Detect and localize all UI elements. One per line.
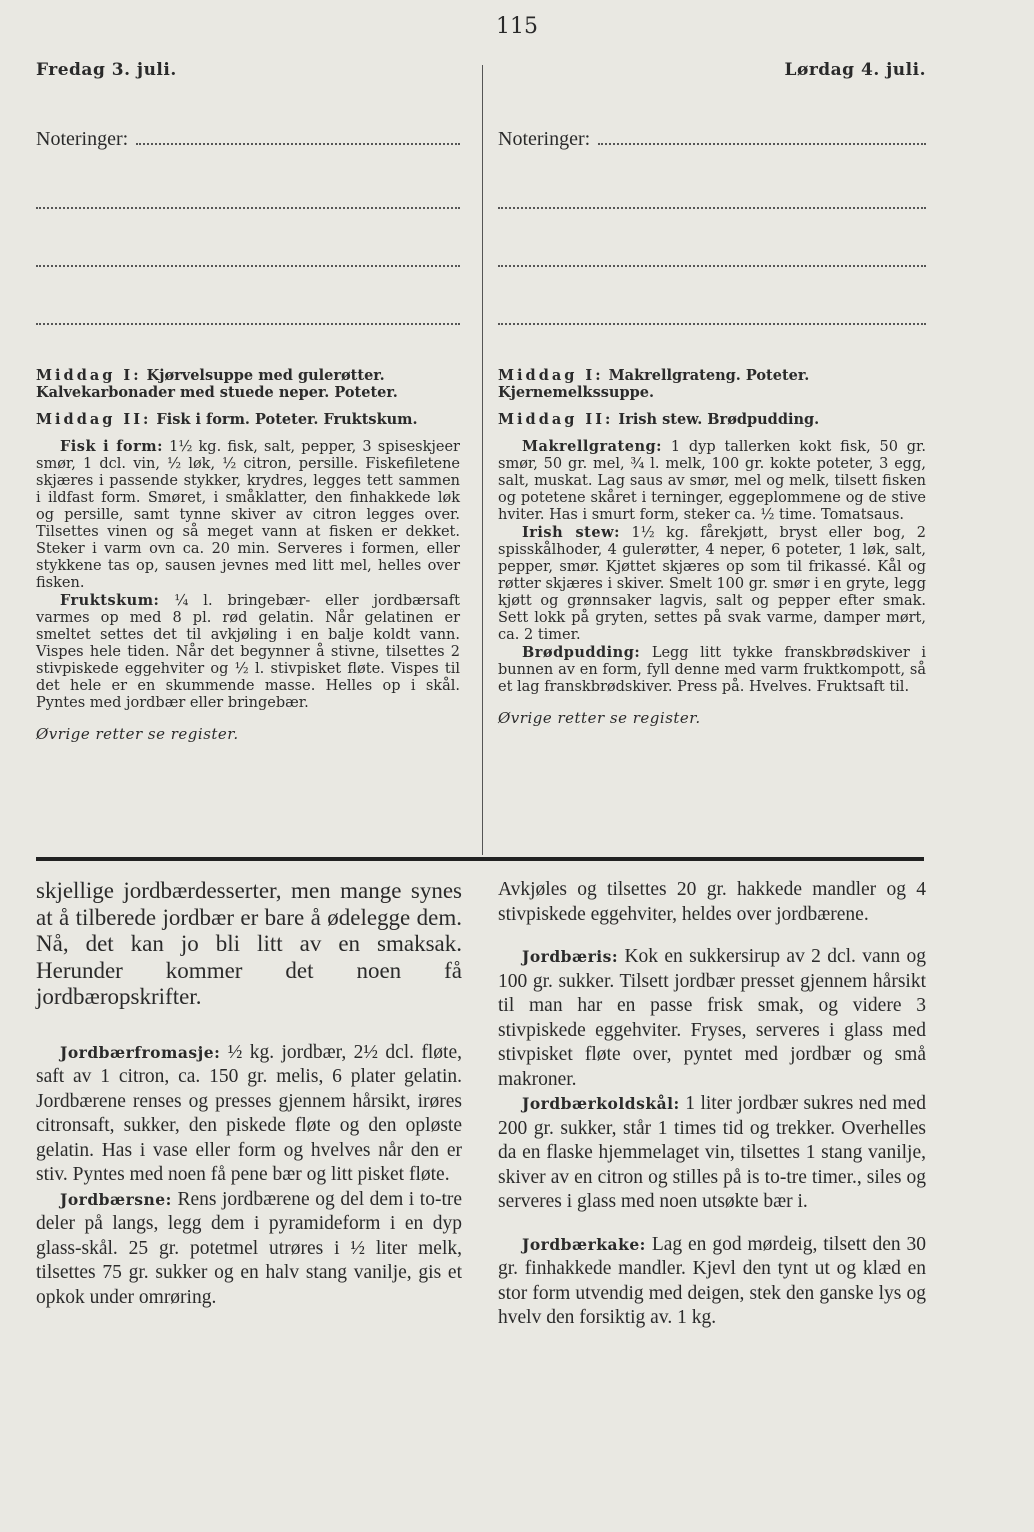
notes-dotline xyxy=(598,142,926,145)
right-day-title: Lørdag 4. juli. xyxy=(784,60,926,80)
recipe-text: Kok en sukkersirup av 2 dcl. vann og 100 gr. sukker. Tilsett jordbær presset gjennem hårsikt til man har en passe frisk smak, og videre 3 stivpiskede eggehviter. Fryses, serveres i glass med stivpisket fløte over, pyntet med jordbær og små makroner. xyxy=(498,946,926,1090)
recipe-text: 1 liter jordbær sukres ned med 200 gr. sukker, står 1 times tid og trekker. Overhelles da en flaske hjemmelaget vin, tilsettes 1 stang vanilje, skiver av en citron og stilles på is to-tre timer., siles og serveres i glass med noen utsøkte bær i. xyxy=(498,1093,926,1212)
recipe xyxy=(498,1092,926,1215)
menu-label: Middag II: xyxy=(498,411,614,428)
notes-dotline xyxy=(498,322,926,325)
notes-dotline xyxy=(36,264,460,267)
right-middag-2 xyxy=(498,411,926,428)
article-intro: skjellige jordbærdesserter, men mange synes at å tilberede jordbær er bare å ødelegge dem. Nå, det kan jo bli litt av en smaksak. Herunder kommer det noen få jordbæropskrifter. xyxy=(36,878,462,1009)
menu-text: Fisk i form. Poteter. Fruktskum. xyxy=(156,411,418,428)
recipe xyxy=(498,438,926,524)
notes-dotline xyxy=(36,206,460,209)
recipe-title: Jordbærsne: xyxy=(60,1189,172,1209)
right-middag-1 xyxy=(498,367,926,401)
left-middag-2 xyxy=(36,411,460,428)
notes-dotline xyxy=(498,264,926,267)
article-left-column xyxy=(36,878,462,1310)
recipe xyxy=(498,644,926,696)
menu-text: Makrellgrateng. Poteter. Kjernemelkssuppe. xyxy=(498,367,810,401)
recipe-text: 1½ kg. fårekjøtt, bryst eller bog, 2 spisskålhoder, 4 gulerøtter, 4 neper, 6 poteter, 1 løk, salt, pepper, smør. Kjøttet skjæres op som til frikassé. Kål og røtter skjæres i skiver. Smelt 100 gr. smør i en gryte, legg kjøtt og grønnsaker lagvis, salt og pepper efter smak. Sett lokk på gryten, settes på svak varme, damper mørt, ca. 2 timer. xyxy=(498,525,927,643)
recipe-title: Fisk i form: xyxy=(60,438,163,455)
page-number: 115 xyxy=(496,14,538,39)
recipe xyxy=(36,592,460,712)
notes-dotline xyxy=(36,322,460,325)
recipe-text: Lag en god mørdeig, tilsett den 30 gr. finhakkede mandler. Kjevl den tynt ut og klæd en stor form utvendig med deigen, stek den ganske lys og hvelv den forsiktig av. 1 kg. xyxy=(498,1233,927,1328)
recipe-title: Jordbæris: xyxy=(522,947,619,966)
left-day-title: Fredag 3. juli. xyxy=(36,60,177,80)
section-divider xyxy=(36,857,924,861)
recipe xyxy=(498,524,926,644)
right-ovrige: Øvrige retter se register. xyxy=(498,709,701,727)
article-right-column xyxy=(498,878,926,1331)
column-divider xyxy=(482,65,483,855)
recipe-title: Irish stew: xyxy=(522,524,620,541)
left-ovrige: Øvrige retter se register. xyxy=(36,725,239,743)
recipe xyxy=(36,438,460,592)
left-day-column xyxy=(36,128,460,743)
menu-text: Kjørvelsuppe med gulerøtter. Kalvekarbonader med stuede neper. Poteter. xyxy=(36,367,398,401)
recipe xyxy=(498,945,926,1092)
menu-label: Middag I: xyxy=(36,367,142,384)
recipe-text: Rens jordbærene og del dem i to-tre deler på langs, legg dem i pyramideform i en dyp glass-skål. 25 gr. potetmel utrøres i ½ liter melk, tilsettes 75 gr. sukker og en halv stang vanilje, gis et opkok under omrøring. xyxy=(36,1188,463,1308)
article-continuation: Avkjøles og tilsettes 20 gr. hakkede mandler og 4 stivpiskede eggehviter, heldes over jordbærene. xyxy=(498,879,926,925)
recipe-text: 1 dyp tallerken kokt fisk, 50 gr. smør, 50 gr. mel, ¾ l. melk, 100 gr. kokte poteter, 3 egg, salt, muskat. Lag saus av smør, mel og melk, tilsett fisken og potetene skåret i terninger, eggeplommene og de stive hviter. Has i smurt form, steker ca. ½ time. Tomatsaus. xyxy=(498,439,927,523)
recipe-text: Legg litt tykke franskbrødskiver i bunnen av en form, fyll denne med varm fruktkompott, så et lag franskbrødskiver. Press på. Hvelves. Fruktsaft til. xyxy=(498,645,926,695)
menu-label: Middag II: xyxy=(36,411,152,428)
recipe-title: Jordbærkoldskål: xyxy=(522,1094,680,1113)
right-day-column xyxy=(498,128,926,727)
recipe-title: Makrellgrateng: xyxy=(522,438,663,455)
menu-text: Irish stew. Brødpudding. xyxy=(618,411,820,428)
right-notes-label: Noteringer: xyxy=(498,128,591,150)
left-notes-label: Noteringer: xyxy=(36,128,129,150)
recipe-text: ¼ l. bringebær- eller jordbærsaft varmes op med 8 pl. rød gelatin. Når gelatinen er smeltet settes det til avkjøling i en balje koldt vann. Vispes hele tiden. Når det begynner å stivne, tilsettes 2 stivpiskede eggehviter og ½ l. stivpisket fløte. Vispes til det hele er en skummende masse. Helles op i skål. Pyntes med jordbær eller bringebær. xyxy=(36,593,461,711)
menu-label: Middag I: xyxy=(498,367,604,384)
recipe-title: Jordbærfromasje: xyxy=(60,1042,221,1062)
recipe-title: Jordbærkake: xyxy=(522,1234,646,1254)
recipe-text: ½ kg. jordbær, 2½ dcl. fløte, saft av 1 citron, ca. 150 gr. melis, 6 plater gelatin. Jordbærene renses og presses gjennem hårsikt, irøres citronsaft, sukker, den piskede fløte og den opløste gelatin. Has i vase eller form og hvelves når den er stiv. Pyntes med noen få pene bær og litt pisket fløte. xyxy=(36,1041,463,1185)
recipe-text: 1½ kg. fisk, salt, pepper, 3 spiseskjeer smør, 1 dcl. vin, ½ løk, ½ citron, persille. Fiskefiletene skjæres i passende stykker, krydres, legges tett sammen i ildfast form. Smøret, i småklatter, den finhakkede løk og persille, samt tynne skiver av citron legges over. Tilsettes vinen og så meget vann at fisken er dekket. Steker i varm ovn ca. 20 min. Serveres i formen, eller stykkene tas op, sausen jevnes med litt mel, helles over fisken. xyxy=(36,439,460,591)
left-middag-1 xyxy=(36,367,460,401)
notes-dotline xyxy=(498,206,926,209)
left-notes xyxy=(36,128,460,151)
notes-dotline xyxy=(136,142,460,145)
recipe xyxy=(498,1233,926,1331)
recipe xyxy=(36,1041,462,1188)
recipe-title: Fruktskum: xyxy=(60,592,160,609)
right-notes xyxy=(498,128,926,151)
recipe-title: Brødpudding: xyxy=(522,644,641,661)
recipe xyxy=(36,1188,462,1311)
